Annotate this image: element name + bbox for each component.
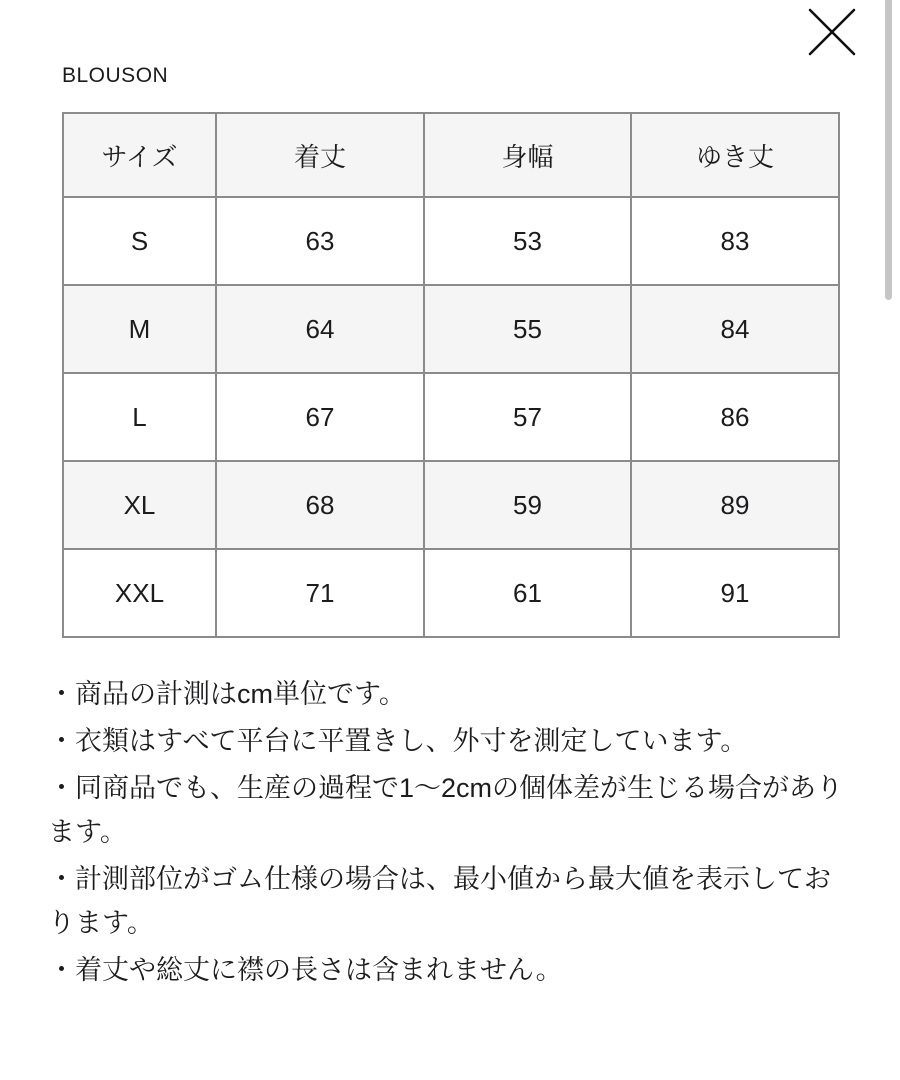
- cell-value: 59: [424, 461, 631, 549]
- cell-value: 53: [424, 197, 631, 285]
- size-chart-table: [62, 112, 840, 638]
- table-header-row: [63, 113, 839, 197]
- cell-value: 57: [424, 373, 631, 461]
- cell-value: 55: [424, 285, 631, 373]
- cell-value: 71: [216, 549, 424, 637]
- measurement-notes: [48, 672, 850, 995]
- header-cell-width: 身幅: [424, 113, 631, 197]
- table-row: [63, 373, 839, 461]
- cell-value: 84: [631, 285, 839, 373]
- table-row: [63, 549, 839, 637]
- header-cell-length: 着丈: [216, 113, 424, 197]
- cell-value: 83: [631, 197, 839, 285]
- cell-value: 86: [631, 373, 839, 461]
- cell-value: 67: [216, 373, 424, 461]
- page-title: BLOUSON: [62, 64, 169, 87]
- note-line: ・同商品でも、生産の過程で1〜2cmの個体差が生じる場合があります。: [48, 773, 844, 847]
- cell-size: S: [63, 197, 216, 285]
- cell-size: M: [63, 285, 216, 373]
- table-row: [63, 461, 839, 549]
- cell-value: 63: [216, 197, 424, 285]
- table-row: [63, 197, 839, 285]
- cell-value: 89: [631, 461, 839, 549]
- cell-size: L: [63, 373, 216, 461]
- table-row: [63, 285, 839, 373]
- cell-value: 61: [424, 549, 631, 637]
- close-button[interactable]: [800, 0, 864, 64]
- note-line: ・衣類はすべて平台に平置きし、外寸を測定しています。: [48, 726, 748, 756]
- note-line: ・計測部位がゴム仕様の場合は、最小値から最大値を表示しております。: [48, 864, 831, 938]
- cell-value: 64: [216, 285, 424, 373]
- note-line: ・着丈や総丈に襟の長さは含まれません。: [48, 955, 563, 985]
- header-cell-size: サイズ: [63, 113, 216, 197]
- cell-size: XXL: [63, 549, 216, 637]
- scrollbar-thumb[interactable]: [885, 0, 892, 300]
- cell-value: 91: [631, 549, 839, 637]
- note-line: ・商品の計測はcm単位です。: [48, 679, 406, 709]
- header-cell-sleeve: ゆき丈: [631, 113, 839, 197]
- cell-size: XL: [63, 461, 216, 549]
- cell-value: 68: [216, 461, 424, 549]
